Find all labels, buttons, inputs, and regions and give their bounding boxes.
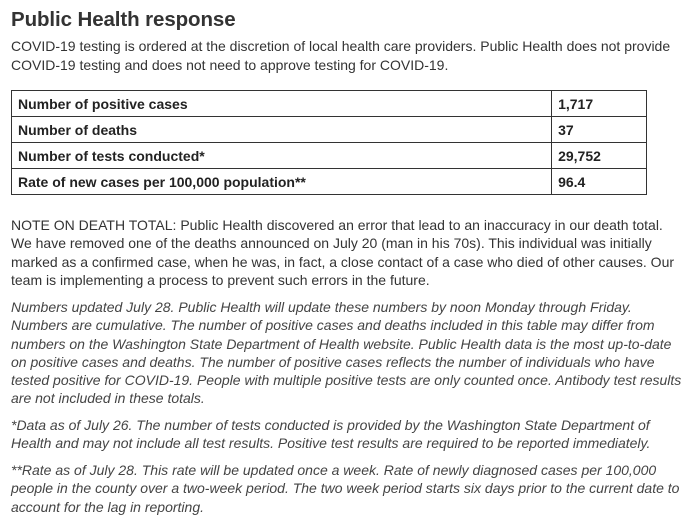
death-total-note: NOTE ON DEATH TOTAL: Public Health discovered an error that lead to an inaccuracy in our death total. We have removed one of the deaths announced on July 20 (man in his 70s). This individual was initially marked as a confirmed case, when he was, in fact, a close contact of a case who died of other causes. Our team is implementing a process to prevent such errors in the future.: [11, 217, 675, 288]
stats-table: [11, 90, 647, 195]
page-title: Public Health response: [11, 8, 236, 31]
numbers-updated-note: Numbers updated July 28. Public Health will update these numbers by noon Monday through Friday. Numbers are cumulative. The number of positive cases and deaths included in this table may differ from numbers on the Washington State Department of Health website. Public Health data is the most up-to-date on positive cases and deaths. The number of positive cases reflects the number of individuals who have tested positive for COVID-19. People with multiple positive tests are only counted once. Antibody test results are not included in these totals.: [11, 299, 682, 407]
stat-label-rate-new-cases: Rate of new cases per 100,000 population**: [12, 169, 552, 195]
rate-footnote: **Rate as of July 28. This rate will be updated once a week. Rate of newly diagnosed cases per 100,000 people in the county over a two-week period. The two week period starts six days prior to the current date to account for the lag in reporting.: [11, 462, 680, 515]
stat-label-tests-conducted: Number of tests conducted*: [12, 143, 552, 169]
table-row: [12, 117, 647, 143]
stat-value-rate-new-cases: 96.4: [552, 169, 647, 195]
table-row: [12, 143, 647, 169]
stat-value-positive-cases: 1,717: [552, 91, 647, 117]
tests-footnote: *Data as of July 26. The number of tests conducted is provided by the Washington State Department of Health and may not include all test results. Positive test results are required to be reported immediately.: [11, 417, 651, 452]
stat-value-tests-conducted: 29,752: [552, 143, 647, 169]
stat-label-positive-cases: Number of positive cases: [12, 91, 552, 117]
stat-value-deaths: 37: [552, 117, 647, 143]
table-row: [12, 91, 647, 117]
intro-paragraph: COVID-19 testing is ordered at the discretion of local health care providers. Public Health does not provide COVID-19 testing and does not need to approve testing for COVID-19.: [11, 38, 671, 73]
stat-label-deaths: Number of deaths: [12, 117, 552, 143]
table-row: [12, 169, 647, 195]
